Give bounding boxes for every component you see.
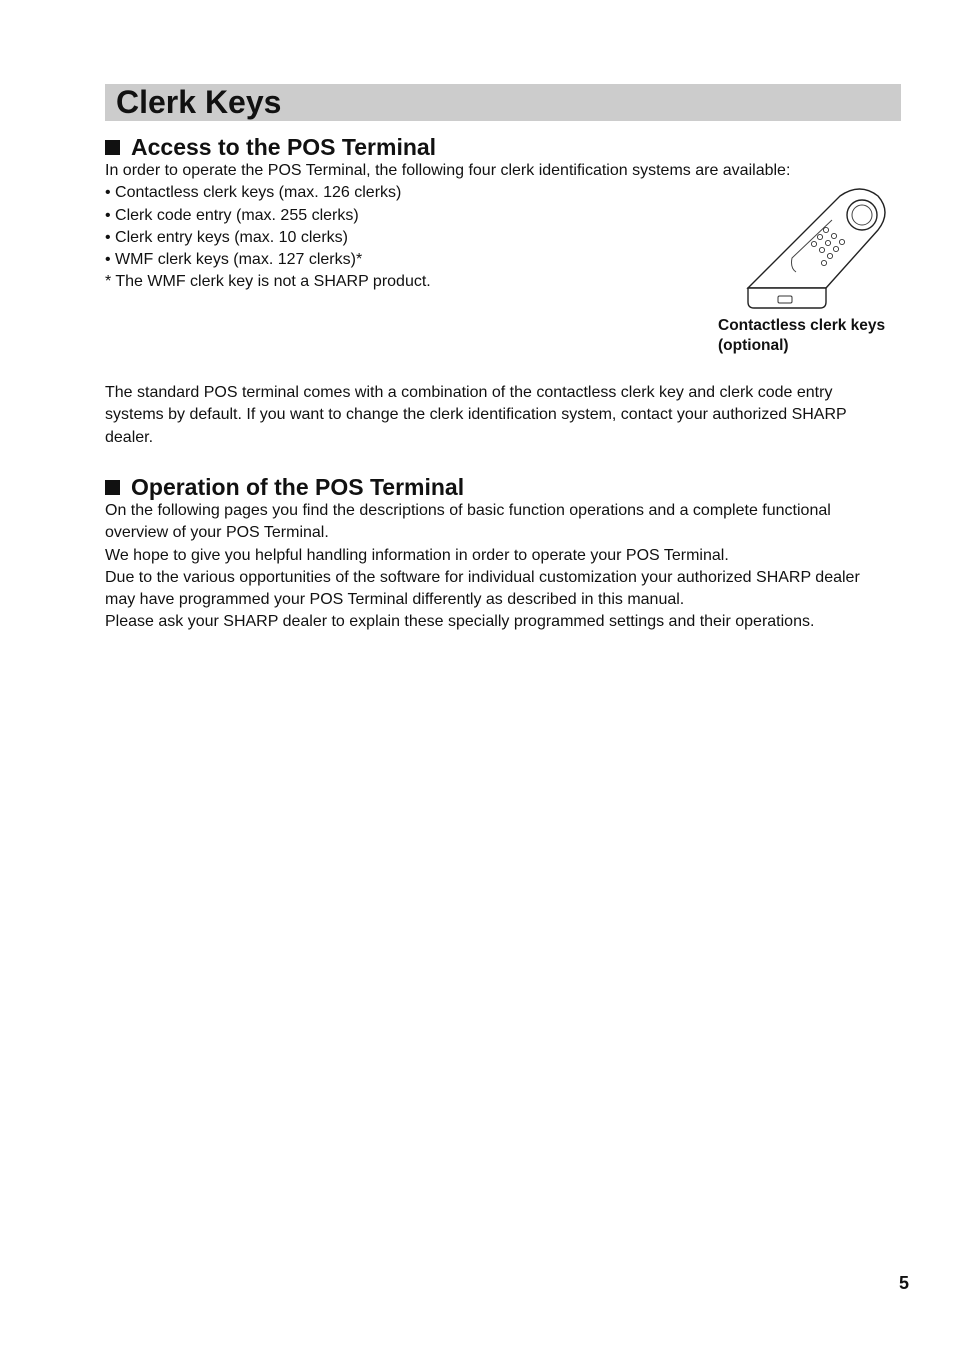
paragraph-line: overview of your POS Terminal. <box>105 524 329 542</box>
figure-caption <box>718 316 885 356</box>
clerk-key-icon <box>740 186 890 316</box>
square-bullet-icon <box>105 480 120 495</box>
paragraph-line: dealer. <box>105 428 154 446</box>
figure-caption-line: (optional) <box>718 337 789 354</box>
paragraph-line: We hope to give you helpful handling information in order to operate your POS Terminal. <box>105 546 729 564</box>
figure-caption-line: Contactless clerk keys <box>718 317 886 334</box>
access-section-heading <box>105 133 436 161</box>
access-footnote: * The WMF clerk key is not a SHARP product. <box>105 273 431 291</box>
page-number: 5 <box>899 1273 910 1293</box>
list-item: • Clerk entry keys (max. 10 clerks) <box>105 228 348 246</box>
square-bullet-icon <box>105 140 120 155</box>
page-title: Clerk Keys <box>116 84 282 120</box>
list-item: • WMF clerk keys (max. 127 clerks)* <box>105 251 363 269</box>
list-item: • Clerk code entry (max. 255 clerks) <box>105 206 359 224</box>
list-item: • Contactless clerk keys (max. 126 clerks) <box>105 184 402 202</box>
paragraph-line: Please ask your SHARP dealer to explain these specially programmed settings and their operations. <box>105 613 815 631</box>
access-intro: In order to operate the POS Terminal, the following four clerk identification systems are available: <box>105 162 791 179</box>
standard-config-paragraph <box>105 382 847 449</box>
operation-section-heading <box>105 473 464 501</box>
operation-heading: Operation of the POS Terminal <box>131 474 465 500</box>
page-title-bar <box>105 84 901 121</box>
access-heading: Access to the POS Terminal <box>131 134 437 160</box>
contactless-clerk-key-illustration <box>740 186 890 316</box>
paragraph-line: Due to the various opportunities of the software for individual customization your authorized SHARP dealer <box>105 568 860 586</box>
operation-text-block <box>105 500 860 634</box>
access-text-block <box>105 160 790 294</box>
paragraph-line: systems by default. If you want to change the clerk identification system, contact your authorized SHARP <box>105 406 847 424</box>
paragraph-line: The standard POS terminal comes with a combination of the contactless clerk key and clerk code entry <box>105 384 833 401</box>
paragraph-line: On the following pages you find the descriptions of basic function operations and a complete functional <box>105 502 831 519</box>
paragraph-line: may have programmed your POS Terminal differently as described in this manual. <box>105 591 685 609</box>
